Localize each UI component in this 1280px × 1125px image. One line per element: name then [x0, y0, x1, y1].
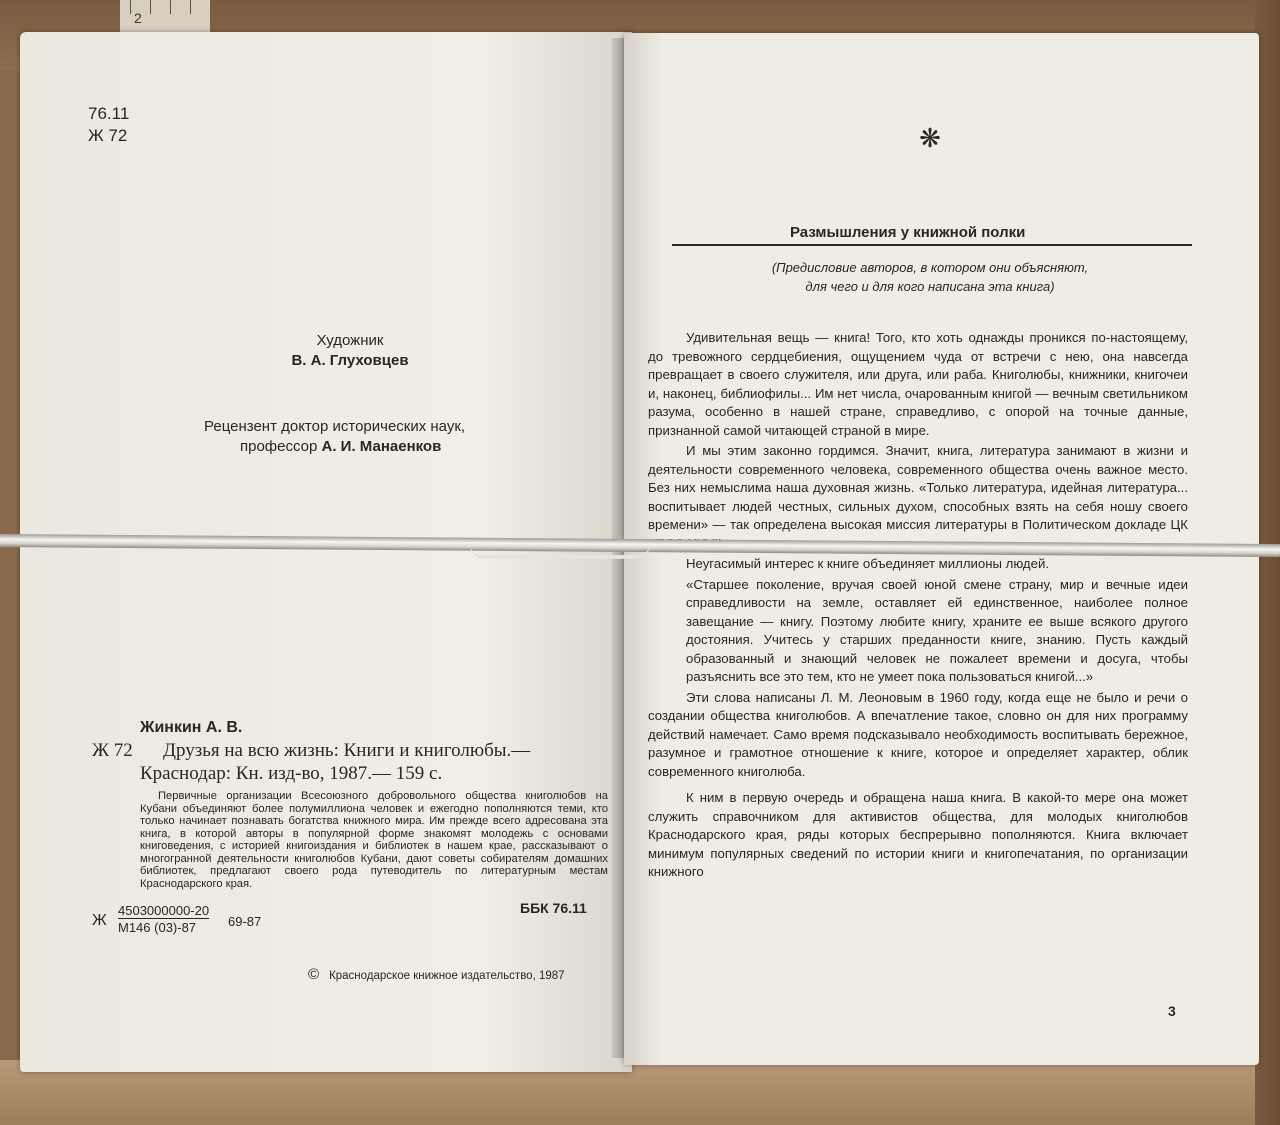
record-title: Друзья на всю жизнь: Книги и книголюбы.— [163, 740, 531, 761]
ruler-digit: 2 [134, 10, 142, 26]
record-annotation: Первичные организации Всесоюзного добровольного общества книголюбов на Кубани объединяют более полумиллиона человек и ежегодно пополняются теми, кто только начинает познавать богатства книжного мира. Им прежде всего адресована эта книга, в которой авторы в популярной форме знакомят молодежь с основами книговедения, с историей книгоиздания и библиотек в нашем крае, рассказывают о многогранной деятельности книголюбов Кубани, дают советы собирателям домашних библиотек, предлагают своего рода путеводитель по литературным местам Краснодарского края. [140, 790, 608, 890]
isbn-suffix: 69-87 [228, 914, 262, 929]
quote-paragraph: «Старшее поколение, вручая своей юной смене страну, мир и вечные идеи справедливости на земле, оставляет ей единственное, наиболее полное завещание — книгу. Поэтому любите книгу, храните ее выше всякого другого достояния. Учитесь у старших преданности книге, знанию. Пусть каждый образованный и знающий человек не пожалеет времени и досуга, чтобы разъяснить все это тем, кто не умеет пока пользоваться книгой...» [686, 576, 1188, 684]
artist-name: В. А. Глуховцев [291, 352, 409, 369]
ornament-icon: ❋ [919, 124, 941, 153]
body-text [648, 329, 1188, 884]
isbn-numerator: 4503000000-20 [118, 903, 210, 918]
ruler-tick [190, 0, 191, 14]
record-cipher: Ж 72 [92, 740, 133, 761]
paragraph: И мы этим законно гордимся. Значит, книга, литература занимают в жизни и деятельности современного человека, современного общества очень важное место. Без них немыслима наша духовная жизнь. «Только литература, идейная литература... воспитывает людей честных, сильных духом, способных взять на себя ношу своего времени» — так определена высокая миссия литературы в Политическом докладе ЦК [648, 443, 1188, 532]
paragraph: Неугасимый интерес к книге объединяет миллионы людей. [686, 556, 1049, 571]
ruler-tick [130, 0, 131, 14]
reviewer-title: профессор [240, 438, 322, 455]
classification-index: 76.11 [88, 104, 130, 123]
bbk-index: ББК 76.11 [520, 900, 587, 916]
page-number: 3 [1168, 1003, 1176, 1019]
artist-label: Художник [316, 332, 384, 349]
chapter-title: Размышления у книжной полки [790, 224, 1026, 241]
paragraph: Удивительная вещь — книга! Того, кто хоть однажды проникся по-настоящему, до тревожного сердцебиения, ощущением чуда от встречи с нею, она навсегда превращает в своего служителя, или друга, или раба. Книголюбы, книжники, книгочеи и, наконец, библиофилы... Им нет числа, очарованным книгой — вечным светильником разума, особенно в нашей стране, справедливо, с опорой на точные данные, признанной самой читающей страной в мире. [648, 330, 1188, 438]
ruler-tick [170, 0, 171, 14]
author-cipher: Ж 72 [88, 126, 128, 145]
copyright-symbol: © [308, 966, 320, 983]
reviewer-line: Рецензент доктор исторических наук, [204, 418, 466, 435]
isbn-letter: Ж [92, 912, 107, 929]
paragraph: Эти слова написаны Л. М. Леоновым в 1960 году, когда еще не было и речи о создании общества книголюбов. А впечатление такое, словно он для них программу действий намечает. Само время подсказывало необходимость воспитывать бережное, разумное и грамотное отношение к книге, которое и определяет характер, облик современного книголюба. [648, 689, 1188, 779]
preface-line-1: (Предисловие авторов, в котором они объясняют, [771, 260, 1089, 275]
preface-line-2: для чего и для кого написана эта книга) [805, 279, 1055, 294]
ruler-tick [150, 0, 151, 14]
binding-cord-loop [470, 545, 650, 559]
copyright-line [308, 966, 565, 983]
record-imprint: Краснодар: Кн. изд-во, 1987.— 159 с. [140, 763, 443, 784]
paragraph: К ним в первую очередь и обращена наша книга. В какой-то мере она может служить справочником для активистов общества, для молодых книголюбов Краснодарского края, ряды которых беспрерывно пополняются. Книга включает минимум популярных сведений по истории книги и книгопечатания, по организации книжного [648, 790, 1188, 879]
reviewer-name: А. И. Манаенков [321, 438, 442, 455]
isbn-denominator: М146 (03)-87 [118, 920, 197, 935]
copyright-text: Краснодарское книжное издательство, 1987 [329, 970, 565, 982]
title-rule [672, 244, 1192, 246]
record-author: Жинкин А. В. [140, 719, 243, 736]
reviewer-name-line [240, 437, 441, 457]
